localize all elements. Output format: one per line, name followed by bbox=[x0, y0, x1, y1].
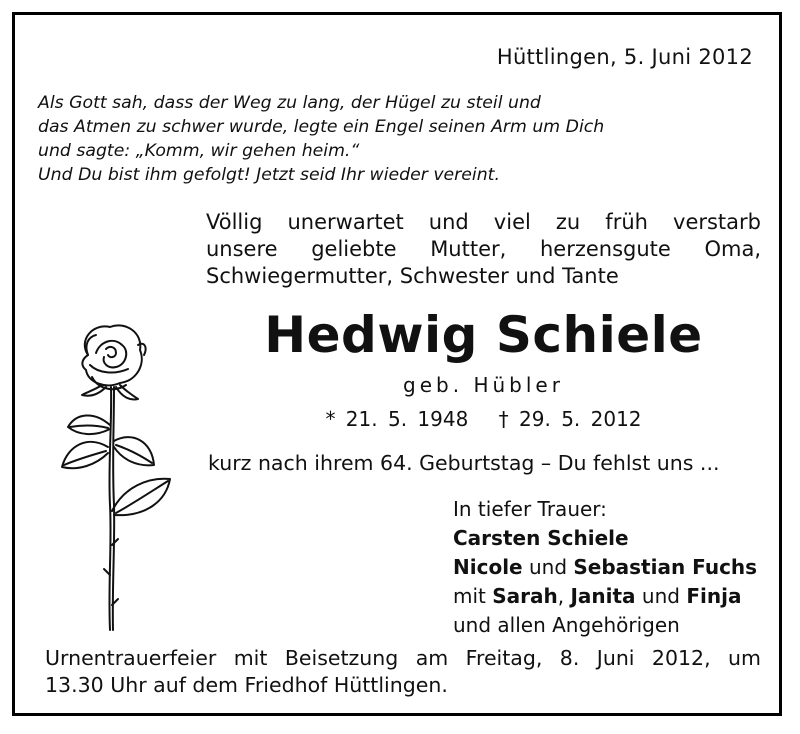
intro-text bbox=[206, 209, 761, 290]
mourner-line bbox=[453, 582, 757, 611]
mourner-line bbox=[453, 524, 757, 553]
mourner-line bbox=[453, 553, 757, 582]
birth-date: * 21. 5. 1948 bbox=[325, 407, 469, 431]
connector-text: mit bbox=[453, 584, 493, 608]
mourner-name: Carsten Schiele bbox=[453, 526, 629, 550]
ceremony-line: Urnentrauerfeier mit Beisetzung am Freitag, 8. Juni 2012, um bbox=[45, 646, 761, 670]
place-date: Hüttlingen, 5. Juni 2012 bbox=[496, 45, 753, 69]
birthday-line: kurz nach ihrem 64. Geburtstag – Du fehlst uns ... bbox=[208, 451, 720, 475]
mourner-name: Janita bbox=[570, 584, 636, 608]
connector-text: und bbox=[635, 584, 687, 608]
verse bbox=[38, 91, 604, 187]
ceremony-info bbox=[45, 645, 761, 699]
mourner-name: Nicole bbox=[453, 555, 523, 579]
mourner-name: Sarah bbox=[492, 584, 558, 608]
maiden-name: geb. Hübler bbox=[403, 373, 564, 397]
verse-line: und sagte: „Komm, wir gehen heim.“ bbox=[38, 141, 360, 161]
mourner-line: und allen Angehörigen bbox=[453, 613, 680, 637]
verse-line: Und Du bist ihm gefolgt! Jetzt seid Ihr wieder vereint. bbox=[38, 165, 500, 185]
intro-line: Schwiegermutter, Schwester und Tante bbox=[206, 264, 619, 288]
deceased-name: Hedwig Schiele bbox=[264, 306, 703, 364]
ceremony-line: 13.30 Uhr auf dem Friedhof Hüttlingen. bbox=[45, 673, 448, 697]
mourners-heading: In tiefer Trauer: bbox=[453, 497, 607, 521]
mourners-list bbox=[453, 495, 757, 640]
intro-line: Völlig unerwartet und viel zu früh verstarb bbox=[206, 210, 761, 234]
obituary-notice bbox=[12, 12, 782, 716]
rose-icon bbox=[48, 315, 178, 635]
verse-line: das Atmen zu schwer wurde, legte ein Engel seinen Arm um Dich bbox=[38, 117, 605, 137]
connector-text: und bbox=[522, 555, 574, 579]
intro-line: unsere geliebte Mutter, herzensgute Oma, bbox=[206, 237, 761, 261]
connector-text: , bbox=[557, 584, 571, 608]
mourner-name: Sebastian Fuchs bbox=[573, 555, 758, 579]
life-dates bbox=[206, 407, 761, 431]
mourner-name: Finja bbox=[686, 584, 742, 608]
death-date: † 29. 5. 2012 bbox=[498, 407, 642, 431]
verse-line: Als Gott sah, dass der Weg zu lang, der Hügel zu steil und bbox=[38, 93, 541, 113]
